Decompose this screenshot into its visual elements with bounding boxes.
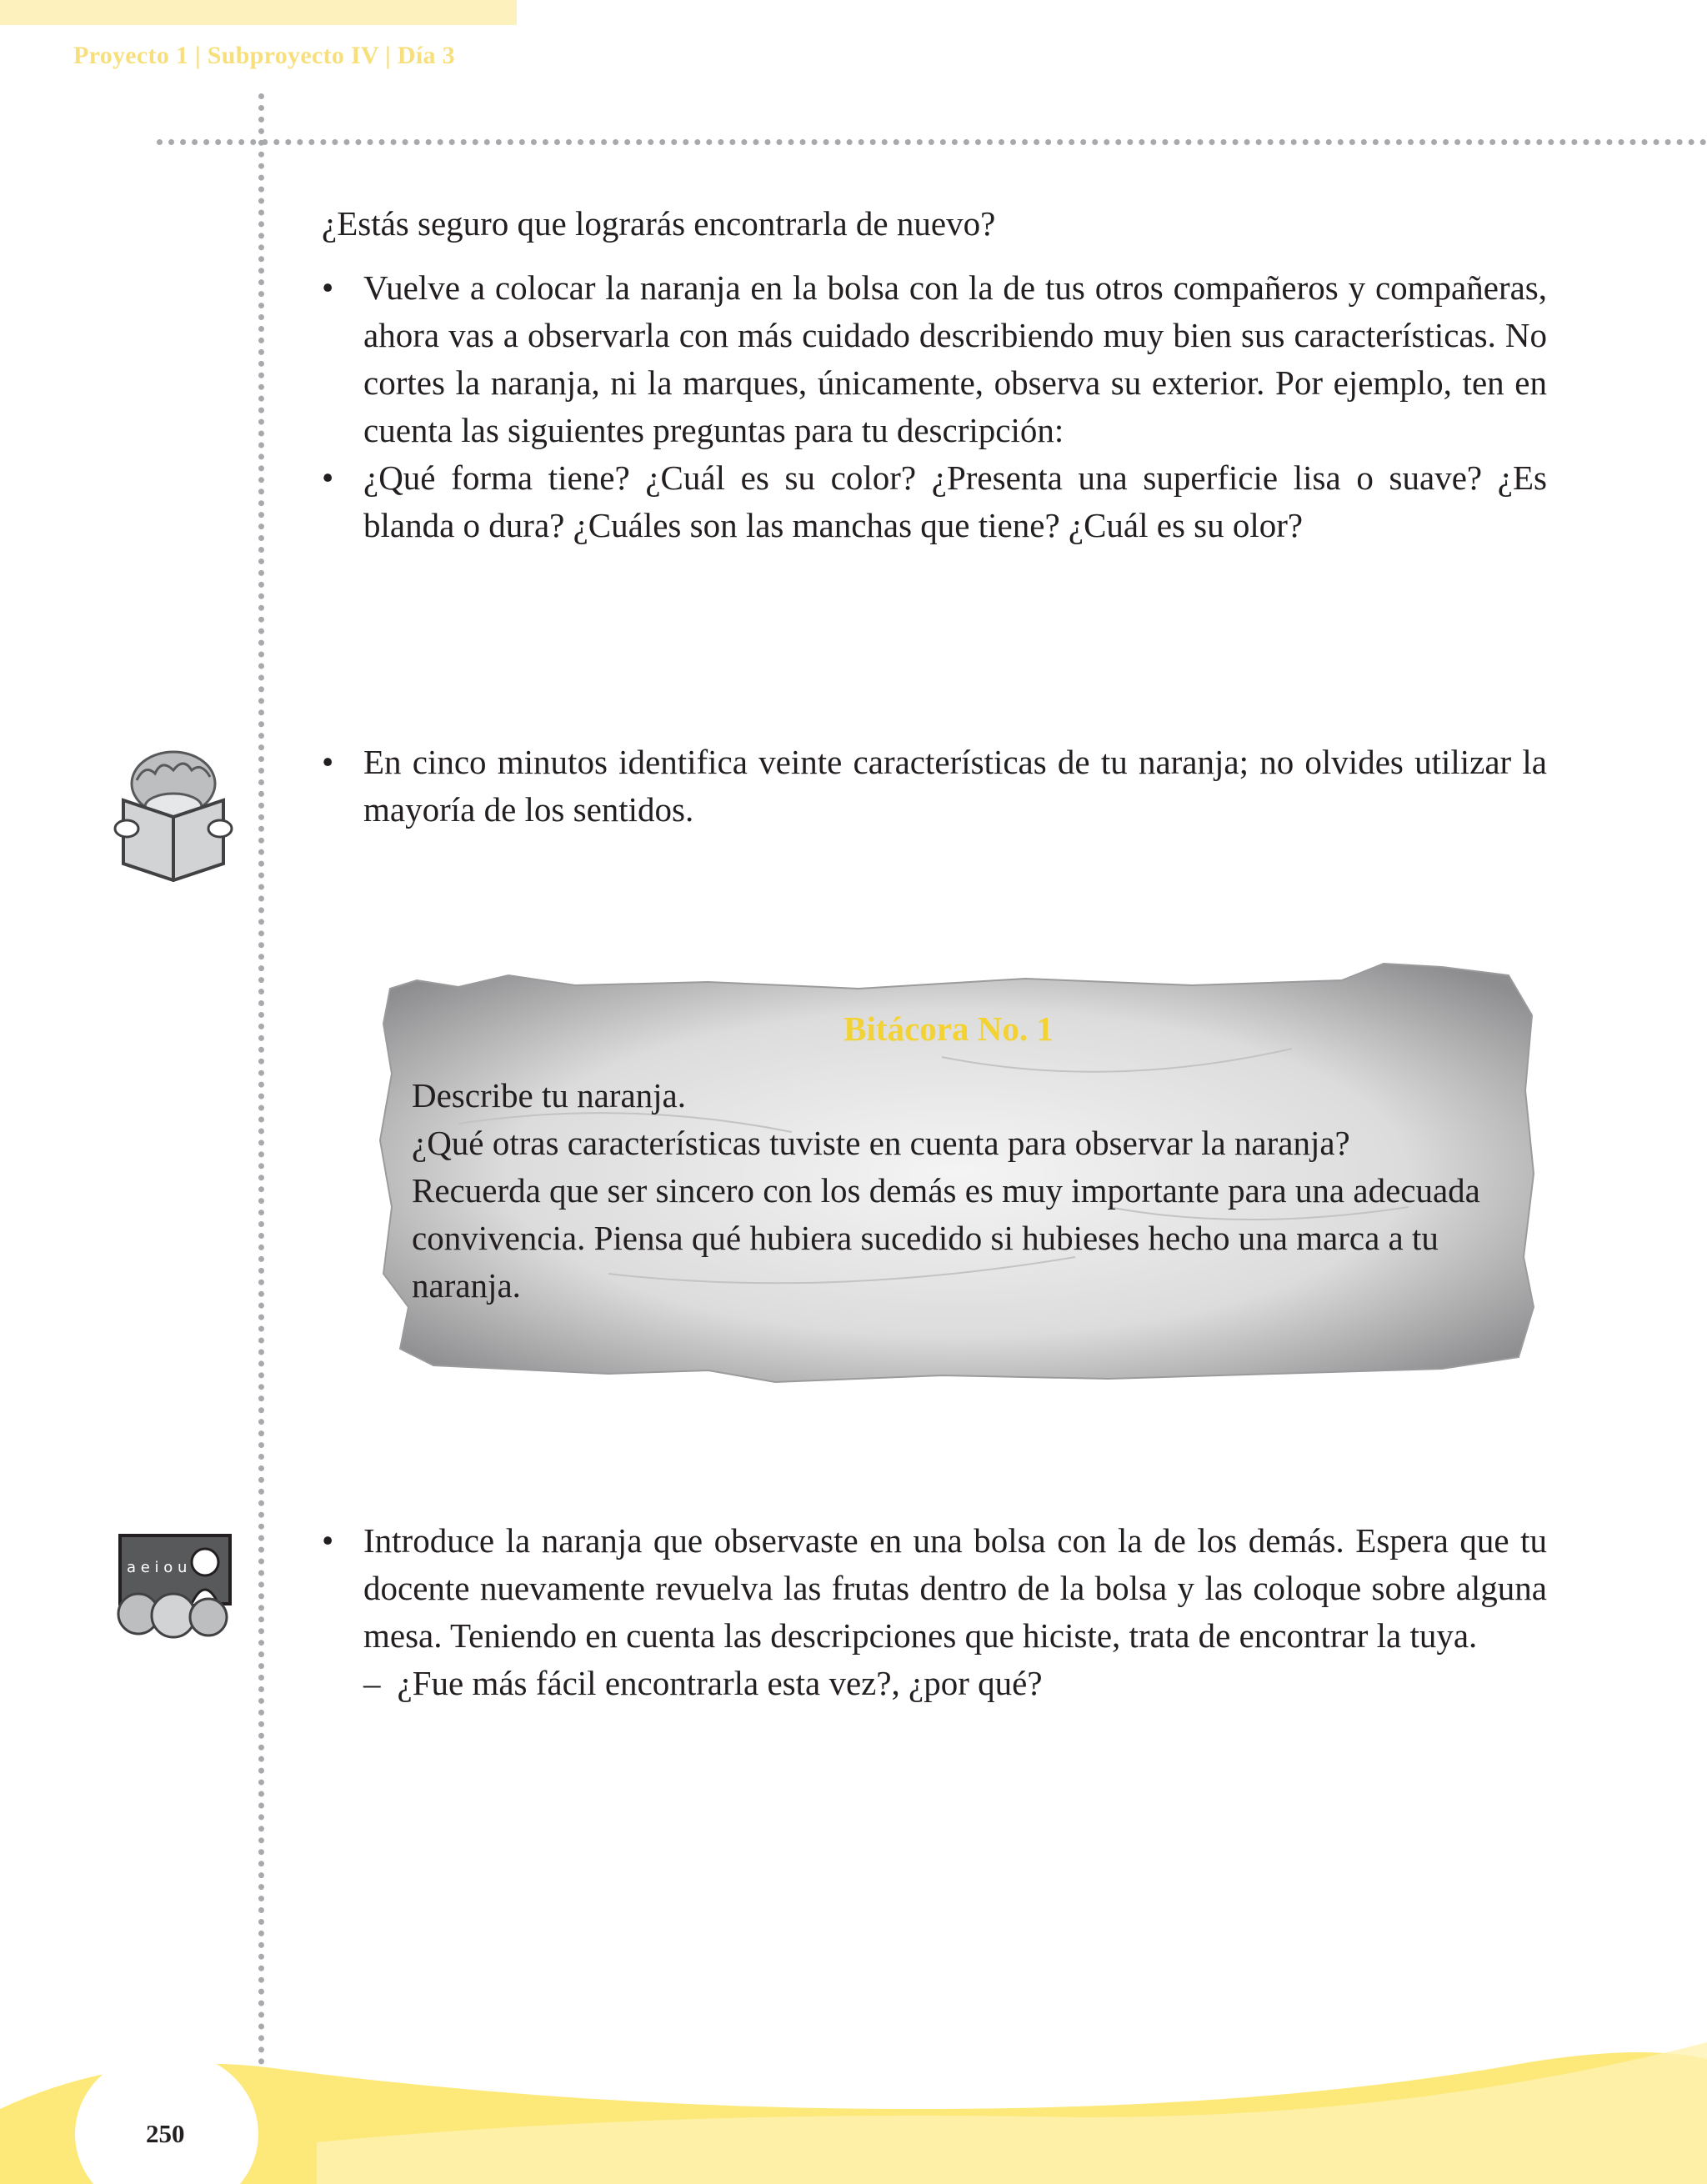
- top-accent-bar: [0, 0, 517, 25]
- classroom-teacher-icon: [112, 1532, 235, 1643]
- list-item: • Vuelve a colocar la naranja en la bolsa con la de tus otros compañeros y compañeras, ahora vas a observarla con más cuidado describiendo muy bien sus características. No cortes la naranja, ni la marques, únicamente, observa su exterior. Por ejemplo, ten en cuenta las siguientes preguntas para tu descripción:: [322, 268, 1547, 449]
- reading-child-icon: [112, 749, 235, 886]
- sub-question: [363, 1660, 1547, 1707]
- footer-wave: [0, 2017, 1707, 2184]
- vertical-dotted-rule: [258, 93, 264, 2077]
- bullet-list-3: [322, 1517, 1547, 1707]
- bitacora-title: Bitácora No. 1: [843, 1009, 1054, 1048]
- bullet-list-1: [322, 264, 1547, 549]
- page-number: 250: [146, 2119, 185, 2148]
- dash-marker: –: [363, 1664, 381, 1702]
- intro-question: ¿Estás seguro que lograrás encontrarla de nuevo?: [322, 204, 996, 243]
- sub-question-text: ¿Fue más fácil encontrarla esta vez?, ¿por qué?: [397, 1664, 1043, 1702]
- bitacora-text: [412, 1072, 1529, 1310]
- bitacora-line: Recuerda que ser sincero con los demás es muy importante para una adecuada convivencia. Piensa qué hubiera sucedido si hubieses hecho una marca a tu naranja.: [412, 1171, 1480, 1305]
- section-2: [322, 739, 1547, 834]
- horizontal-dotted-rule: [157, 139, 1707, 145]
- running-header: Proyecto 1 | Subproyecto IV | Día 3: [73, 42, 455, 69]
- bitacora-line: Describe tu naranja.: [412, 1076, 686, 1115]
- bullet-text: En cinco minutos identifica veinte características de tu naranja; no olvides utilizar la mayoría de los sentidos.: [363, 743, 1547, 829]
- board-text: a e i o u: [127, 1559, 188, 1576]
- list-item: • ¿Qué forma tiene? ¿Cuál es su color? ¿Presenta una superficie lisa o suave? ¿Es blanda o dura? ¿Cuáles son las manchas que tiene? ¿Cuál es su olor?: [322, 458, 1547, 544]
- bitacora-box: [358, 957, 1539, 1385]
- list-item: • Introduce la naranja que observaste en una bolsa con la de los demás. Espera que tu docente nuevamente revuelva las frutas dentro de la bolsa y las coloque sobre alguna mesa. Teniendo en cuenta las descripciones que hiciste, trata de encontrar la tuya. – ¿Fue más fácil encontrarla esta vez?, ¿por qué?: [322, 1517, 1547, 1707]
- bullet-text: Vuelve a colocar la naranja en la bolsa con la de tus otros compañeros y compañeras, ahora vas a observarla con más cuidado describiendo muy bien sus características. No cortes la naranja, ni la marques, únicamente, observa su exterior. Por ejemplo, ten en cuenta las siguientes preguntas para tu descripción:: [363, 268, 1547, 449]
- bullet-text: Introduce la naranja que observaste en una bolsa con la de los demás. Espera que tu docente nuevamente revuelva las frutas dentro de la bolsa y las coloque sobre alguna mesa. Teniendo en cuenta las descripciones que hiciste, trata de encontrar la tuya.: [363, 1521, 1547, 1655]
- bitacora-line: ¿Qué otras características tuviste en cuenta para observar la naranja?: [412, 1124, 1350, 1162]
- list-item: • En cinco minutos identifica veinte características de tu naranja; no olvides utilizar la mayoría de los sentidos.: [322, 743, 1547, 829]
- section-3: [322, 1517, 1547, 1707]
- bullet-list-2: [322, 739, 1547, 834]
- bullet-text: ¿Qué forma tiene? ¿Cuál es su color? ¿Presenta una superficie lisa o suave? ¿Es blanda o dura? ¿Cuáles son las manchas que tiene? ¿Cuál es su olor?: [363, 458, 1547, 544]
- section-1: [322, 200, 1547, 549]
